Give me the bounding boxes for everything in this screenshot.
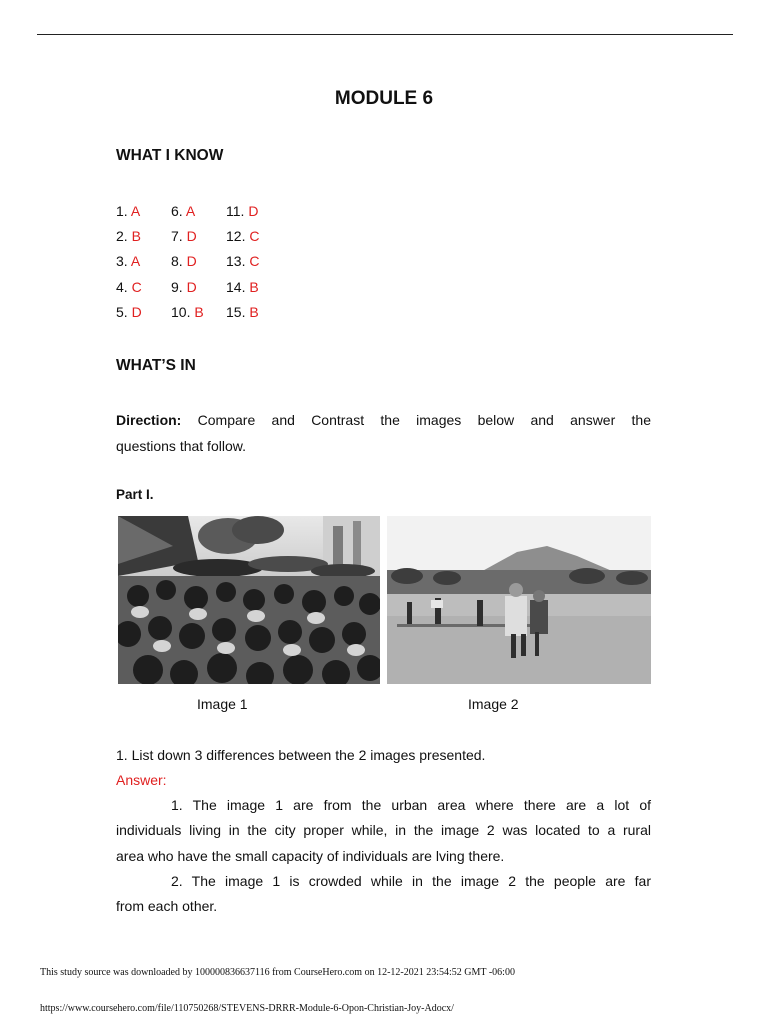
answer-item: 1. A xyxy=(116,203,141,219)
answer-row xyxy=(116,224,286,249)
answer-item: 6. A xyxy=(171,203,196,219)
answer-item: 9. D xyxy=(171,278,197,295)
direction-line-1: Direction: Compare and Contrast the images below and answer the xyxy=(116,412,652,428)
answer-item: 15. B xyxy=(226,303,259,320)
answer-item: 10. B xyxy=(171,303,204,320)
direction-line-2: questions that follow. xyxy=(116,438,246,454)
image-1-photo xyxy=(118,516,380,684)
part-label: Part I. xyxy=(116,487,154,502)
answer-2-line-2: from each other. xyxy=(116,898,218,914)
image-1-caption: Image 1 xyxy=(197,696,248,712)
question-1: 1. List down 3 differences between the 2 images presented. xyxy=(116,747,486,763)
answer-item: 5. D xyxy=(116,303,142,320)
answer-item: 11. D xyxy=(226,203,259,219)
answer-item: 2. B xyxy=(116,228,141,245)
answer-item: 7. D xyxy=(171,228,197,245)
answer-item: 3. A xyxy=(116,253,141,270)
answer-item: 12. C xyxy=(226,228,260,245)
answer-2-line-1: 2. The image 1 is crowded while in the image 2 the people are far xyxy=(171,873,651,889)
answer-label: Answer: xyxy=(116,772,167,788)
image-2-caption: Image 2 xyxy=(468,696,519,712)
answer-1-line-2: individuals living in the city proper while, in the image 2 was located to a rural xyxy=(116,822,651,838)
answer-row xyxy=(116,300,286,325)
section-heading-whats-in: WHAT’S IN xyxy=(116,357,196,374)
header-rule xyxy=(37,34,733,35)
answer-item: 13. C xyxy=(226,253,260,270)
answer-row xyxy=(116,199,286,224)
download-note: This study source was downloaded by 100000836637116 from CourseHero.com on 12-12-2021 23:54:52 GMT -06:00 xyxy=(40,967,515,978)
image-2-photo xyxy=(387,516,651,684)
answer-item: 14. B xyxy=(226,278,259,295)
answer-1-line-1: 1. The image 1 are from the urban area where there are a lot of xyxy=(171,797,651,813)
answer-row xyxy=(116,275,286,300)
answer-1-line-3: area who have the small capacity of individuals are lving there. xyxy=(116,848,505,864)
direction-label: Direction: xyxy=(116,412,182,428)
answer-item: 8. D xyxy=(171,253,197,270)
answer-item: 4. C xyxy=(116,278,142,295)
answer-key-grid xyxy=(116,199,286,325)
source-url-link[interactable]: https://www.coursehero.com/file/110750268/STEVENS-DRRR-Module-6-Opon-Christian-Joy-Adocx/ xyxy=(40,1003,454,1014)
section-heading-what-i-know: WHAT I KNOW xyxy=(116,147,224,164)
module-title: MODULE 6 xyxy=(334,88,434,109)
answer-row xyxy=(116,249,286,274)
